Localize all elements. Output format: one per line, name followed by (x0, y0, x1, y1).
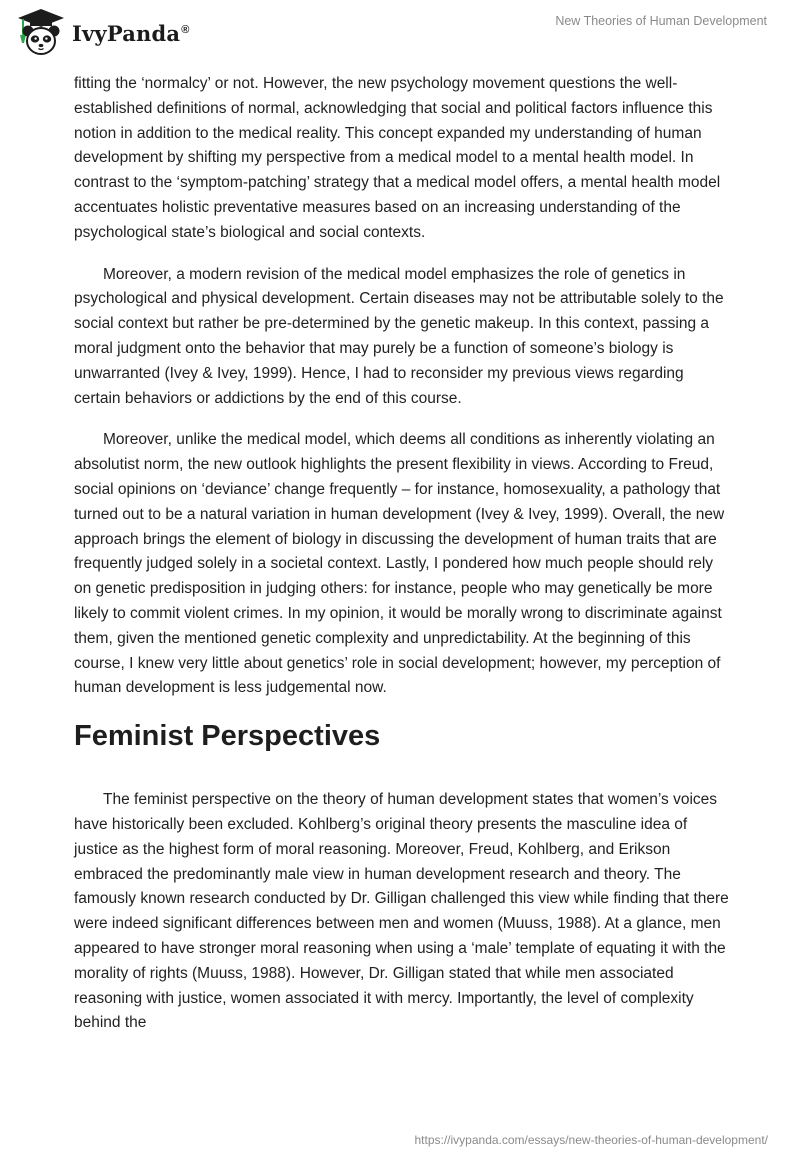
paragraph: Moreover, a modern revision of the medical model emphasizes the role of genetics in psychological and physical development. Certain diseases may not be attributable solely to the social context but rather be pre-determined by the genetic makeup. In this context, passing a moral judgment onto the behavior that may purely be a function of someone’s biology is unwarranted (Ivey & Ivey, 1999). Hence, I had to reconsider my previous views regarding certain behaviors or addictions by the end of this course. (74, 265, 724, 407)
logo-text (72, 21, 190, 46)
essay-content (74, 72, 734, 1053)
registered-mark: ® (181, 23, 190, 36)
paragraph: The feminist perspective on the theory of human development states that women’s voices have historically been excluded. Kohlberg’s original theory presents the masculine idea of justice as the highest form of moral reasoning. Moreover, Freud, Kohlberg, and Erikson embraced the predominantly male view in human development research and theory. The famously known research conducted by Dr. Gilligan challenged this view while finding that there were indeed significant differences between men and women (Muuss, 1988). At a glance, men appeared to have stronger moral reasoning when using a ‘male’ template of equating it with the morality of rights (Muuss, 1988). However, Dr. Gilligan stated that while men associated reasoning with justice, women associated it with mercy. Importantly, the level of complexity behind the (74, 791, 729, 1032)
ivypanda-logo[interactable] (14, 7, 190, 59)
panda-graduation-icon (14, 7, 68, 59)
paragraph: fitting the ‘normalcy’ or not. However, the new psychology movement questions the well-established definitions of normal, acknowledging that social and political factors influence this notion in addition to the medical reality. This concept expanded my understanding of human development by shifting my perspective from a medical model to a mental health model. In contrast to the ‘symptom-patching’ strategy that a medical model offers, a mental health model accentuates holistic preventative measures based on an increasing understanding of the psychological state’s biological and social contexts. (74, 75, 721, 241)
document-title: New Theories of Human Development (555, 14, 767, 28)
page-header (0, 0, 800, 68)
section-heading: Feminist Perspectives (74, 720, 381, 753)
paragraph: Moreover, unlike the medical model, which deems all conditions as inherently violating an absolutist norm, the new outlook highlights the present flexibility in views. According to Freud, social opinions on ‘deviance’ change frequently – for instance, homosexuality, a pathology that turned out to be a natural variation in human development (Ivey & Ivey, 1999). Overall, the new approach brings the element of biology in discussing the development of human traits that are frequently judged solely in a societal context. Lastly, I pondered how much people should rely on genetic predisposition in judging others: for instance, people who may genetically be more likely to commit violent crimes. In my opinion, it would be morally wrong to discriminate against them, given the mentioned genetic complexity and unpredictability. At the beginning of this course, I knew very little about genetics’ role in social development; however, my perception of human development is less judgemental now. (74, 431, 725, 697)
source-url-link[interactable]: https://ivypanda.com/essays/new-theories-of-human-development/ (414, 1133, 768, 1147)
logo-wordmark: IvyPanda (72, 20, 181, 46)
